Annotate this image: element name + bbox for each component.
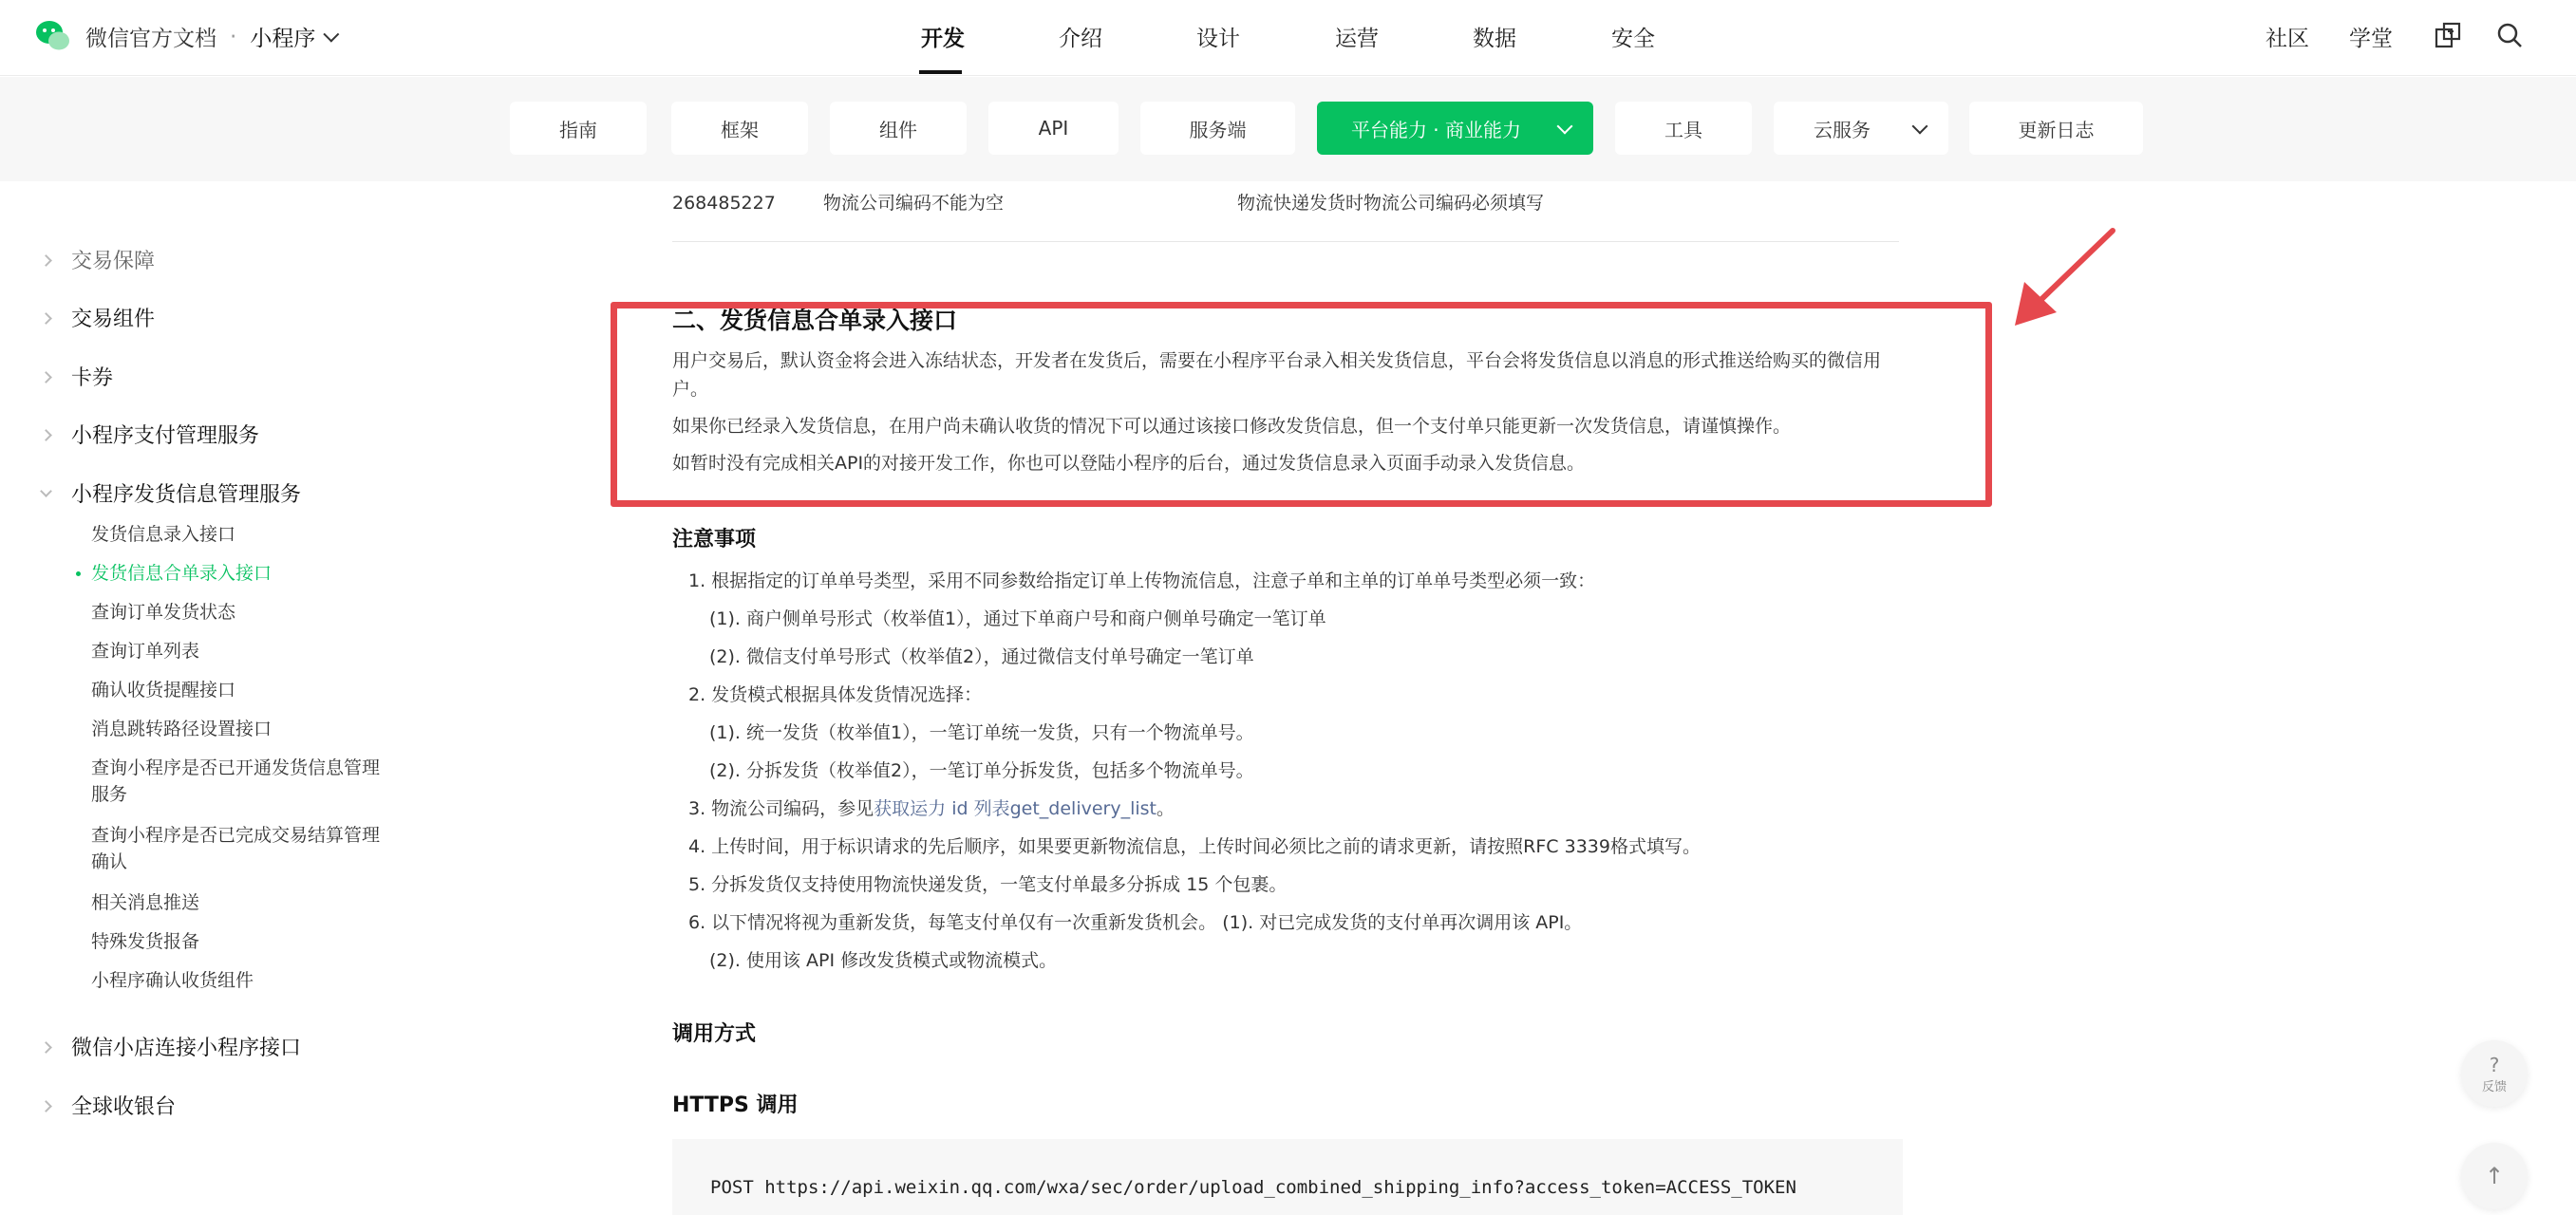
brand-separator: · — [230, 24, 237, 49]
sidebar-group-payment[interactable] — [42, 420, 259, 449]
sidebar-group-label: 卡券 — [71, 366, 114, 390]
sidebar — [0, 181, 446, 1215]
sidebar-item-receipt-reminder[interactable]: 确认收货提醒接口 — [91, 680, 236, 701]
error-code-cell: 268485227 — [672, 193, 776, 214]
top-nav — [0, 0, 2576, 76]
chevron-right-icon — [40, 429, 52, 441]
sidebar-group-shipping[interactable] — [42, 478, 301, 508]
chevron-right-icon — [40, 1041, 52, 1054]
nav-develop[interactable]: 开发 — [921, 27, 965, 51]
sidebar-item-combined-shipping-entry[interactable]: 发货信息合单录入接口 — [91, 560, 395, 587]
note-text: 3. 物流公司编码，参见 — [688, 798, 874, 819]
sidebar-group-label: 交易保障 — [71, 250, 156, 273]
nav-operation[interactable]: 运营 — [1335, 27, 1379, 51]
tab-server[interactable]: 服务端 — [1140, 102, 1295, 155]
sidebar-item-service-enabled[interactable]: 查询小程序是否已开通发货信息管理服务 — [91, 757, 381, 805]
chevron-right-icon — [40, 371, 52, 383]
tab-platform-capability[interactable] — [1317, 102, 1593, 155]
note-item: 2. 发货模式根据具体发货情况选择： — [688, 684, 983, 705]
tab-framework[interactable]: 框架 — [671, 102, 808, 155]
mini-program-icon[interactable] — [2434, 21, 2462, 49]
tab-tools[interactable]: 工具 — [1615, 102, 1752, 155]
chevron-down-icon — [1912, 119, 1928, 135]
chevron-right-icon — [40, 1100, 52, 1112]
nav-design[interactable]: 设计 — [1196, 27, 1240, 51]
note-item: 5. 分拆发货仅支持使用物流快递发货，一笔支付单最多分拆成 15 个包裹。 — [688, 874, 1288, 895]
search-icon[interactable] — [2495, 21, 2524, 49]
note-subitem: (2). 使用该 API 修改发货模式或物流模式。 — [709, 950, 1058, 971]
note-text: 。 — [1156, 798, 1175, 819]
sidebar-item-shipping-entry[interactable]: 发货信息录入接口 — [91, 524, 236, 545]
sidebar-item-settlement-confirmed[interactable]: 查询小程序是否已完成交易结算管理确认 — [91, 825, 381, 872]
chevron-down-icon — [40, 485, 52, 497]
product-switcher[interactable]: 小程序 — [250, 27, 316, 51]
sidebar-item-message-path[interactable]: 消息跳转路径设置接口 — [91, 719, 273, 739]
notes-title: 注意事项 — [672, 528, 757, 551]
error-note-cell: 物流快递发货时物流公司编码必须填写 — [1237, 193, 1545, 214]
note-item: 4. 上传时间，用于标识请求的先后顺序，如果要更新物流信息，上传时间必须比之前的请求更新，请按照RFC 3339格式填写。 — [688, 836, 1701, 857]
chevron-right-icon — [40, 254, 52, 267]
sidebar-item-message-push[interactable]: 相关消息推送 — [91, 892, 200, 913]
feedback-button[interactable] — [2461, 1040, 2528, 1107]
sidebar-group-coupon[interactable] — [42, 362, 113, 391]
sidebar-group-trade-component[interactable] — [42, 303, 155, 332]
link-academy[interactable]: 学堂 — [2349, 27, 2393, 51]
sidebar-group-label: 小程序发货信息管理服务 — [71, 483, 302, 507]
sidebar-group-label: 交易组件 — [71, 308, 156, 331]
tab-platform-capability-label: 平台能力 · 商业能力 — [1350, 118, 1522, 141]
note-subitem: (1). 统一发货（枚举值1），一笔订单统一发货，只有一个物流单号。 — [709, 722, 1254, 743]
code-block[interactable] — [672, 1139, 1903, 1215]
link-community[interactable]: 社区 — [2266, 27, 2309, 51]
annotation-arrow-icon — [2003, 223, 2122, 332]
sidebar-group-label: 微信小店连接小程序接口 — [71, 1037, 302, 1060]
nav-intro[interactable]: 介绍 — [1059, 27, 1102, 51]
note-subitem: (1). 商户侧单号形式（枚举值1），通过下单商户号和商户侧单号确定一笔订单 — [709, 608, 1326, 629]
intro-paragraph-line: 用户交易后，默认资金将会进入冻结状态，开发者在发货后，需要在小程序平台录入相关发货信息，平台会将发货信息以消息的形式推送给购买的微信用 — [672, 350, 1882, 371]
intro-paragraph-line: 户。 — [672, 379, 709, 400]
top-bar — [0, 0, 2576, 76]
table-divider — [672, 241, 1899, 242]
code-request-line: POST https://api.weixin.qq.com/wxa/sec/order/upload_combined_shipping_info?access_token=ACCESS_TOKEN — [710, 1177, 1796, 1198]
highlight-box — [611, 302, 1992, 507]
nav-data[interactable]: 数据 — [1473, 27, 1516, 51]
note-subitem: (2). 分拆发货（枚举值2），一笔订单分拆发货，包括多个物流单号。 — [709, 760, 1254, 781]
delivery-list-link[interactable]: 获取运力 id 列表get_delivery_list — [874, 798, 1156, 819]
manual-entry-paragraph: 如暂时没有完成相关API的对接开发工作，你也可以登陆小程序的后台，通过发货信息录入页面手动录入发货信息。 — [672, 453, 1586, 474]
https-call-title: HTTPS 调用 — [672, 1094, 799, 1117]
chevron-down-icon — [1557, 119, 1573, 135]
sidebar-item-special-report[interactable]: 特殊发货报备 — [91, 931, 200, 952]
tab-cloud[interactable] — [1774, 102, 1948, 155]
tab-api[interactable]: API — [988, 102, 1119, 155]
sidebar-group-label: 全球收银台 — [71, 1095, 177, 1119]
call-method-title: 调用方式 — [672, 1022, 757, 1046]
chevron-right-icon — [40, 312, 52, 325]
help-icon: ? — [2489, 1053, 2500, 1076]
sidebar-group-trade-guarantee[interactable] — [42, 245, 155, 274]
brand-title[interactable]: 微信官方文档 — [85, 27, 216, 51]
note-item — [688, 793, 1175, 825]
tab-components[interactable]: 组件 — [830, 102, 967, 155]
sidebar-item-receipt-component[interactable]: 小程序确认收货组件 — [91, 970, 254, 991]
sub-nav — [0, 77, 2576, 181]
sidebar-item-order-list[interactable]: 查询订单列表 — [91, 641, 200, 662]
nav-security[interactable]: 安全 — [1611, 27, 1655, 51]
arrow-up-icon: ↑ — [2484, 1163, 2505, 1189]
section-title: 二、发货信息合单录入接口 — [672, 307, 958, 334]
error-message-cell: 物流公司编码不能为空 — [823, 193, 1005, 214]
sidebar-group-global-cashier[interactable] — [42, 1091, 176, 1120]
active-nav-underline — [919, 70, 962, 74]
note-item: 6. 以下情况将视为重新发货，每笔支付单仅有一次重新发货机会。 (1). 对已完成发货的支付单再次调用该 API。 — [688, 912, 1583, 933]
sidebar-group-wechat-shop[interactable] — [42, 1032, 301, 1061]
tab-guide[interactable]: 指南 — [510, 102, 647, 155]
feedback-label: 反馈 — [2481, 1079, 2507, 1094]
update-paragraph: 如果你已经录入发货信息，在用户尚未确认收货的情况下可以通过该接口修改发货信息，但一个支付单只能更新一次发货信息，请谨慎操作。 — [672, 416, 1792, 437]
back-to-top-button[interactable] — [2461, 1143, 2528, 1209]
sidebar-item-order-status[interactable]: 查询订单发货状态 — [91, 602, 236, 623]
sidebar-group-label: 小程序支付管理服务 — [71, 424, 260, 448]
tab-changelog[interactable]: 更新日志 — [1969, 102, 2143, 155]
note-item: 1. 根据指定的订单单号类型，采用不同参数给指定订单上传物流信息，注意子单和主单的订单单号类型必须一致： — [688, 570, 1596, 591]
tab-cloud-label: 云服务 — [1814, 118, 1871, 141]
note-subitem: (2). 微信支付单号形式（枚举值2），通过微信支付单号确定一笔订单 — [709, 646, 1254, 667]
